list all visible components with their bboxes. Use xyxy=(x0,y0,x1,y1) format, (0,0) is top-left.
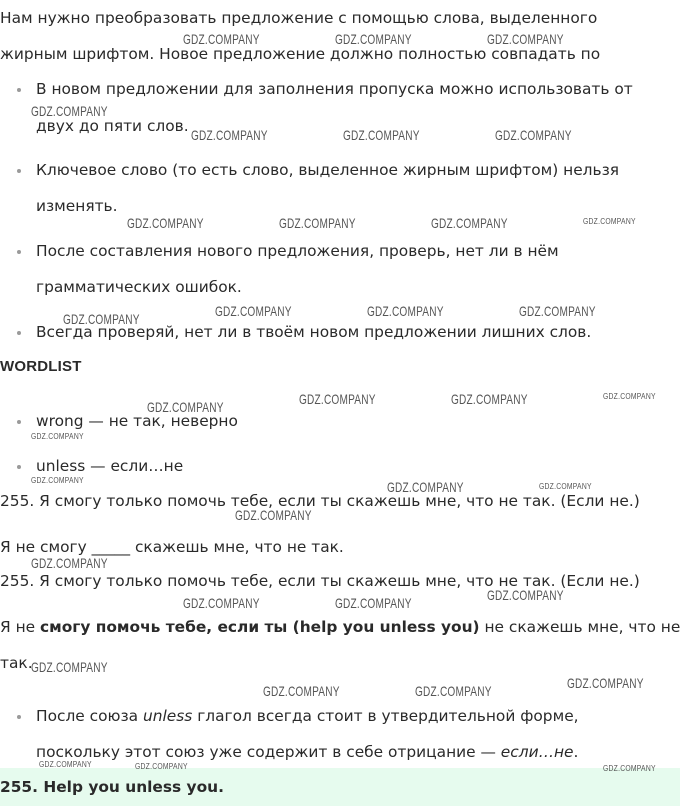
wordlist-heading: WORDLIST xyxy=(0,358,82,375)
watermark: GDZ.COMPANY xyxy=(487,587,564,603)
watermark: GDZ.COMPANY xyxy=(451,391,528,407)
task-sentence-1: 255. Я смогу только помочь тебе, если ты скажешь мне, что не так. (Если не.) xyxy=(0,492,640,510)
bullet-icon xyxy=(17,250,21,254)
bullet-icon xyxy=(17,88,21,92)
watermark: GDZ.COMPANY xyxy=(567,675,644,691)
note-line-1 xyxy=(36,706,579,726)
watermark: GDZ.COMPANY xyxy=(31,475,84,485)
watermark: GDZ.COMPANY xyxy=(335,595,412,611)
bullet-icon xyxy=(17,331,21,335)
task-gap-sentence: Я не смогу _____ скажешь мне, что не так. xyxy=(0,538,344,556)
note-text: . xyxy=(573,743,579,761)
task-sentence-2: 255. Я смогу только помочь тебе, если ты скажешь мне, что не так. (Если не.) xyxy=(0,572,640,590)
watermark: GDZ.COMPANY xyxy=(415,683,492,699)
solution-bold: смогу помочь тебе, если ты (help you unless you) xyxy=(40,618,480,636)
note-em-unless: unless xyxy=(143,707,193,725)
solution-suffix: не скажешь мне, что не xyxy=(479,618,680,636)
watermark: GDZ.COMPANY xyxy=(135,761,188,771)
bullet-icon xyxy=(17,465,21,469)
solution-prefix: Я не xyxy=(0,618,41,636)
answer-text xyxy=(0,777,224,797)
rule-1-line-1: В новом предложении для заполнения пропуска можно использовать от xyxy=(36,80,633,98)
bullet-icon xyxy=(17,169,21,173)
watermark: GDZ.COMPANY xyxy=(603,391,656,401)
rule-1-line-2: двух до пяти слов. xyxy=(36,117,189,135)
rule-3-line-1: После составления нового предложения, проверь, нет ли в нём xyxy=(36,242,559,260)
note-line-2 xyxy=(36,742,578,762)
watermark: GDZ.COMPANY xyxy=(263,683,340,699)
answer-number: 255. xyxy=(0,778,38,796)
answer-box xyxy=(0,768,680,806)
watermark: GDZ.COMPANY xyxy=(387,479,464,495)
watermark: GDZ.COMPANY xyxy=(31,431,84,441)
watermark: GDZ.COMPANY xyxy=(39,759,92,769)
watermark: GDZ.COMPANY xyxy=(63,311,140,327)
intro-line-2: жирным шрифтом. Новое предложение должно полностью совпадать по xyxy=(0,45,601,63)
watermark: GDZ.COMPANY xyxy=(343,127,420,143)
bullet-icon xyxy=(17,420,21,424)
rule-3-line-2: грамматических ошибок. xyxy=(36,278,242,296)
wordlist-item-unless: unless — если…не xyxy=(36,457,184,475)
intro-line-1: Нам нужно преобразовать предложение с помощью слова, выделенного xyxy=(0,9,598,27)
solution-line-1 xyxy=(0,617,680,637)
watermark: GDZ.COMPANY xyxy=(235,507,312,523)
bullet-icon xyxy=(17,715,21,719)
watermark: GDZ.COMPANY xyxy=(335,31,412,47)
rule-4-line-1: Всегда проверяй, нет ли в твоём новом предложении лишних слов. xyxy=(36,323,592,341)
watermark: GDZ.COMPANY xyxy=(31,555,108,571)
watermark: GDZ.COMPANY xyxy=(299,391,376,407)
rule-2-line-1: Ключевое слово (то есть слово, выделенное жирным шрифтом) нельзя xyxy=(36,161,620,179)
watermark: GDZ.COMPANY xyxy=(367,303,444,319)
watermark: GDZ.COMPANY xyxy=(31,103,108,119)
watermark: GDZ.COMPANY xyxy=(183,595,260,611)
watermark: GDZ.COMPANY xyxy=(603,763,656,773)
watermark: GDZ.COMPANY xyxy=(279,215,356,231)
watermark: GDZ.COMPANY xyxy=(127,215,204,231)
answer-value: Help you unless you. xyxy=(43,778,224,796)
watermark: GDZ.COMPANY xyxy=(519,303,596,319)
note-em-esli-ne: если…не xyxy=(500,743,574,761)
watermark: GDZ.COMPANY xyxy=(583,216,636,226)
watermark: GDZ.COMPANY xyxy=(191,127,268,143)
note-text: После союза xyxy=(36,707,143,725)
watermark: GDZ.COMPANY xyxy=(487,31,564,47)
watermark: GDZ.COMPANY xyxy=(31,659,108,675)
wordlist-item-wrong: wrong — не так, неверно xyxy=(36,412,238,430)
solution-line-2: так. xyxy=(0,654,33,672)
watermark: GDZ.COMPANY xyxy=(147,399,224,415)
note-text: поскольку этот союз уже содержит в себе отрицание — xyxy=(36,743,501,761)
watermark: GDZ.COMPANY xyxy=(539,481,592,491)
watermark: GDZ.COMPANY xyxy=(495,127,572,143)
watermark: GDZ.COMPANY xyxy=(431,215,508,231)
watermark: GDZ.COMPANY xyxy=(183,31,260,47)
watermark: GDZ.COMPANY xyxy=(215,303,292,319)
rule-2-line-2: изменять. xyxy=(36,197,118,215)
note-text: глагол всегда стоит в утвердительной форме, xyxy=(192,707,579,725)
